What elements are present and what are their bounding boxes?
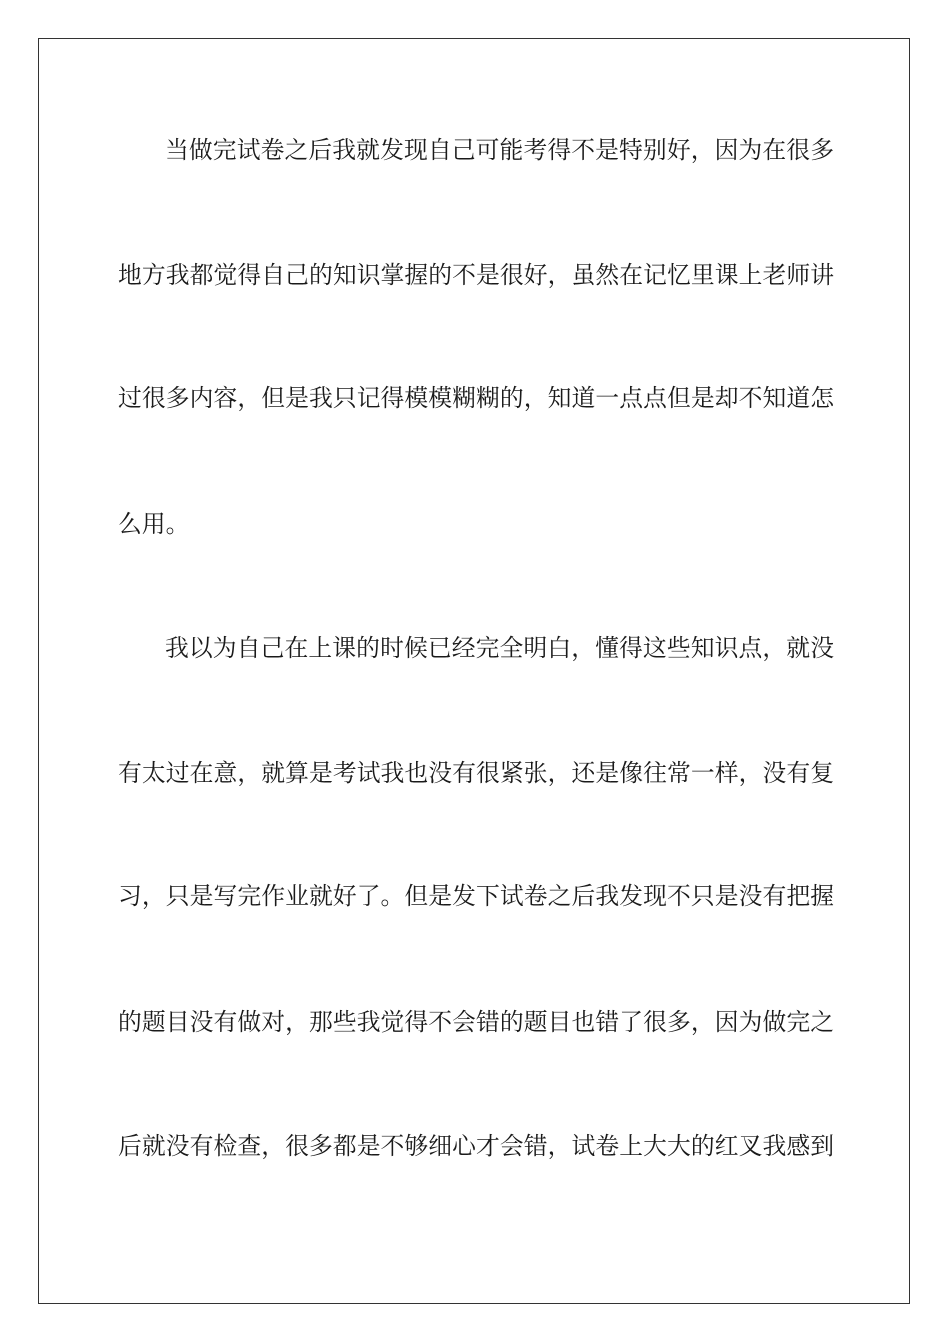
paragraph-2-line-5: 后就没有检查，很多都是不够细心才会错，试卷上大大的红叉我感到 <box>118 1132 834 1160</box>
paragraph-1-line-1: 当做完试卷之后我就发现自己可能考得不是特别好，因为在很多 <box>165 136 834 164</box>
paragraph-2-line-2: 有太过在意，就算是考试我也没有很紧张，还是像往常一样，没有复 <box>118 759 834 787</box>
paragraph-2-line-4: 的题目没有做对，那些我觉得不会错的题目也错了很多，因为做完之 <box>118 1008 834 1036</box>
paragraph-1-line-4: 么用。 <box>118 510 190 538</box>
paragraph-1-line-2: 地方我都觉得自己的知识掌握的不是很好，虽然在记忆里课上老师讲 <box>118 261 834 289</box>
paragraph-1-line-3: 过很多内容，但是我只记得模模糊糊的，知道一点点但是却不知道怎 <box>118 384 834 412</box>
page-border <box>38 38 910 1304</box>
paragraph-2-line-3: 习，只是写完作业就好了。但是发下试卷之后我发现不只是没有把握 <box>118 882 834 910</box>
paragraph-2-line-1: 我以为自己在上课的时候已经完全明白，懂得这些知识点，就没 <box>165 634 834 662</box>
